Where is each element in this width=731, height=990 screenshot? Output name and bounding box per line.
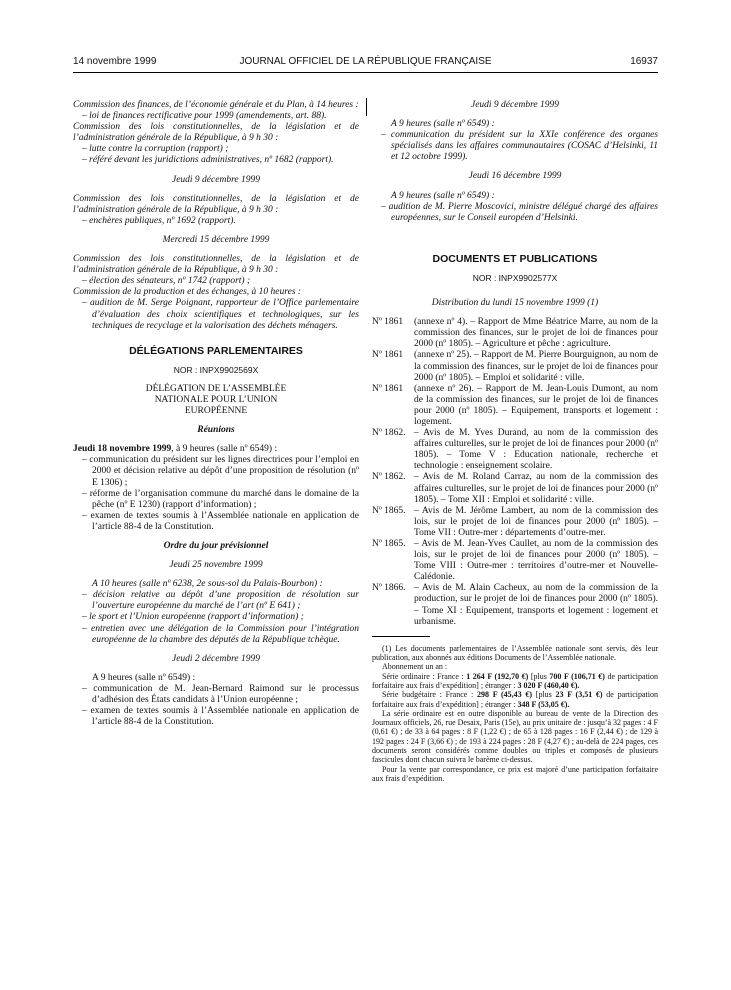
footnote-text: La série ordinaire est en outre disponible au bureau de vente de la Direction des Journaux officiels, 26, rue Desaix, Paris (15e), au prix unitaire de : jusqu’à 32 pages : 4 F (0,61 €) ; de 33 à 64 pages : 8 F (1,22 €) ; de 65 à 128 pages : 16 F (2,44 €) ; de 129 à 192 pages : 24 F (3,66 €) ; de 193 à 224 pages : 28 F (4,27 €) ; au-delà de 224 pages, ces documents seront considérés comme doubles ou triples et composés de plusieurs fascicules dont chacun suivra le barème ci-dessus. (372, 708, 658, 765)
document-text: – Avis de M. Jérôme Lambert, au nom de la commission des lois, sur le projet de loi de finances pour 2000 (nº 1805). – Tome VII : Outre-mer : départements d’outre-mer. (414, 505, 658, 538)
document-text: (annexe nº 4). – Rapport de Mme Béatrice Marre, au nom de la commission des finances, sur le projet de loi de finances pour 2000 (nº 1805). – Agriculture et pêche : agriculture. (414, 317, 658, 350)
agenda-item: – audition de M. Pierre Moscovici, ministre délégué chargé des affaires européennes, sur le Conseil européen d’Helsinki. (381, 201, 658, 223)
header-rule (73, 72, 658, 73)
committee-heading: Commission des lois constitutionnelles, de la législation et de l’administration générale de la République, à 9 h 30 : (73, 122, 359, 144)
document-text: – Avis de M. Yves Durand, au nom de la commission des affaires culturelles, sur le projet de loi de finances pour 2000 (nº 1805). – Tome V : Education nationale, recherche et technologie : enseignement scolaire. (414, 428, 658, 472)
agenda-item: – le sport et l’Union européenne (rapport d’information) ; (82, 612, 304, 623)
document-entry (372, 472, 658, 505)
agenda-item: – référé devant les juridictions administratives, nº 1682 (rapport). (82, 155, 334, 166)
agenda-item: – décision relative au dépôt d’une proposition de résolution sur l’ouverture européenne du marché de l’art (nº E 641) ; (82, 590, 359, 612)
footnote (372, 644, 658, 783)
left-column (73, 100, 359, 728)
document-text: – Avis de M. Alain Cacheux, au nom de la commission de la production, sur le projet de loi de finances pour 2000 (nº 1805). – Tome XI : Equipement, transports et logement : logement et urbanisme. (414, 583, 658, 627)
agenda-item: – communication du président sur les lignes directrices pour l’emploi en 2000 et décision relative au dépôt d’une proposition de résolution (nº E 1306) ; (82, 455, 359, 488)
document-text: – Avis de M. Roland Carraz, au nom de la commission des affaires culturelles, sur le projet de loi de finances pour 2000 (nº 1805). – Tome XII : Emploi et solidarité : ville. (414, 472, 658, 505)
document-entry (372, 428, 658, 472)
date-heading: Mercredi 15 décembre 1999 (162, 234, 270, 245)
committee-heading: Commission des lois constitutionnelles, de la législation et de l’administration générale de la République, à 9 h 30 : (73, 254, 359, 276)
document-number: Nº 1862. (372, 472, 406, 483)
date-heading: Jeudi 9 décembre 1999 (171, 174, 261, 185)
nor-reference: NOR : INPX9902569X (173, 364, 259, 375)
agenda-item: – entretien avec une délégation de la Commission pour l’intégration européenne de la chambre des députés de la République tchèque. (82, 623, 359, 645)
document-text: (annexe nº 25). – Rapport de M. Pierre Bourguignon, au nom de la commission des finances, sur le projet de loi de finances pour 2000 (nº 1805). – Emploi et solidarité : ville. (414, 350, 658, 383)
agenda-item: – communication de M. Jean-Bernard Raimond sur le processus d’adhésion des États candidats à l’Union européenne ; (82, 683, 359, 706)
header-page-number: 16937 (630, 56, 658, 67)
agenda-item: – communication du président sur la XXIe conférence des organes spécialisés dans les affaires communautaires (COSAC d’Helsinki, 11 et 12 octobre 1999). (381, 130, 658, 163)
document-number: Nº 1861 (372, 350, 404, 361)
subsection-title: Ordre du jour prévisionnel (163, 541, 269, 551)
document-entry (372, 583, 658, 627)
footnote-price-budgetaire: Série budgétaire : France : 298 F (45,43 €) [plus 23 F (3,51 €) de participation forfaitaire aux frais d’expédition] ; étranger : 348 F (53,05 €). (372, 690, 659, 709)
meeting-time: A 9 heures (salle nº 6549) : (391, 190, 495, 201)
column-divider (366, 98, 367, 116)
document-entry (372, 317, 658, 350)
meeting-time: A 9 heures (salle nº 6549) : (391, 119, 495, 130)
document-number: Nº 1861 (372, 317, 404, 328)
agenda-item: – élection des sénateurs, nº 1742 (rapport) ; (82, 276, 251, 287)
meeting-line (73, 444, 359, 455)
delegation-title: DÉLÉGATION DE L’ASSEMBLÉE NATIONALE POUR L’UNION EUROPÉENNE (145, 383, 287, 417)
document-entry (372, 384, 658, 428)
document-number: Nº 1866. (372, 583, 406, 594)
document-number: Nº 1862. (372, 428, 406, 439)
meeting-time: A 9 heures (salle nº 6549) : (92, 672, 196, 683)
footnote-text: Abonnement un an : (382, 662, 448, 672)
document-text: (annexe nº 26). – Rapport de M. Jean-Louis Dumont, au nom de la commission des finances, sur le projet de loi de finances pour 2000 (nº 1805). – Equipement, transports et logement : logement. (414, 383, 658, 427)
nor-reference: NOR : INPX9902577X (472, 272, 558, 283)
agenda-item: – examen de textes soumis à l’Assemblée nationale en application de l’article 88-4 de la Constitution. (82, 706, 359, 728)
committee-heading: Commission des lois constitutionnelles, de la législation et de l’administration générale de la République, à 9 h 30 : (73, 193, 359, 215)
agenda-item: – enchères publiques, nº 1692 (rapport). (82, 215, 236, 226)
page-header (73, 56, 658, 70)
section-title: DOCUMENTS ET PUBLICATIONS (432, 252, 598, 265)
agenda-item: – loi de finances rectificative pour 1999 (amendements, art. 88). (82, 111, 327, 122)
header-title: JOURNAL OFFICIEL DE LA RÉPUBLIQUE FRANÇAISE (239, 56, 492, 67)
header-date: 14 novembre 1999 (73, 56, 157, 67)
agenda-item: – audition de M. Serge Poignant, rapporteur de l’Office parlementaire d’évaluation des choix scientifiques et technologiques, sur les techniques de recyclage et la valorisation des déchets ménagers. (82, 298, 359, 331)
document-entry (372, 350, 658, 383)
meeting-time: A 10 heures (salle nº 6238, 2e sous-sol du Palais-Bourbon) : (92, 579, 323, 590)
committee-heading: Commission de la production et des échanges, à 10 heures : (73, 287, 302, 298)
documents-list (372, 317, 658, 628)
footnote-price-ordinaire: Série ordinaire : France : 1 264 F (192,70 €) [plus 700 F (106,71 €) de participation forfaitaire aux frais d’expédition] ; étranger : 3 020 F (460,40 €). (372, 671, 659, 690)
agenda-item: – examen de textes soumis à l’Assemblée nationale en application de l’article 88-4 de la Constitution. (82, 510, 359, 532)
subsection-title: Réunions (197, 425, 235, 436)
footnote-rule (372, 636, 430, 637)
right-column (372, 100, 658, 783)
document-number: Nº 1865. (372, 505, 406, 516)
footnote-text: (1) Les documents parlementaires de l’Assemblée nationale sont servis, dès leur publication, aux abonnés aux éditions Documents de l’Assemblée nationale. (372, 643, 658, 663)
date-heading: Jeudi 25 novembre 1999 (169, 560, 263, 571)
date-heading: Jeudi 2 décembre 1999 (171, 653, 261, 664)
document-text: – Avis de M. Jean-Yves Caullet, au nom de la commission des lois, sur le projet de loi de finances pour 2000 (nº 1805). – Tome VIII : Outre-mer : territoires d’outre-mer et Nouvelle-Calédonie. (414, 539, 658, 583)
meeting-time: , à 9 heures (salle nº 6549) : (171, 444, 278, 455)
document-number: Nº 1865. (372, 539, 406, 549)
date-heading: Jeudi 9 décembre 1999 (470, 100, 560, 110)
meeting-date: Jeudi 18 novembre 1999 (73, 444, 172, 455)
date-heading: Jeudi 16 décembre 1999 (468, 171, 562, 182)
agenda-item: – réforme de l’organisation commune du marché dans le domaine de la pêche (nº E 1230) (rapport d’information) ; (82, 488, 359, 510)
document-entry (372, 506, 658, 539)
document-entry (372, 539, 658, 583)
distribution-heading: Distribution du lundi 15 novembre 1999 (1) (431, 298, 599, 309)
section-title: DÉLÉGATIONS PARLEMENTAIRES (129, 344, 303, 357)
committee-heading: Commission des finances, de l’économie générale et du Plan, à 14 heures : (73, 100, 359, 110)
document-number: Nº 1861 (372, 383, 404, 394)
footnote-text: Pour la vente par correspondance, ce prix est majoré d’une participation forfaitaire aux frais d’expédition. (372, 764, 658, 783)
agenda-item: – lutte contre la corruption (rapport) ; (82, 144, 229, 155)
